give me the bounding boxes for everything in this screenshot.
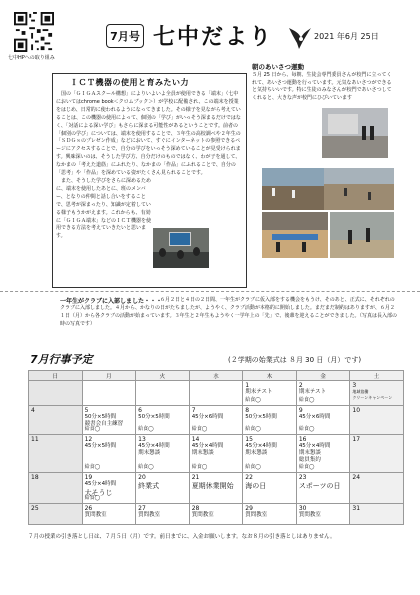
article-title: ＩＣＴ機器の使用と育みたい力: [70, 78, 189, 87]
day-event: 45分×4時間: [84, 480, 117, 487]
day-number: 31: [352, 505, 361, 513]
day-number: 8: [245, 407, 250, 415]
day-event: 競書会自主練習: [84, 421, 124, 428]
qr-code[interactable]: [14, 12, 54, 52]
lunch-marker: 給食◯: [245, 463, 261, 470]
classroom-photo: [153, 228, 209, 268]
calendar-day-cell: [189, 504, 243, 525]
greeting-body: ５月 25 日から、毎朝、生徒会専門委員さんが校門に立ってくれて、あいさつ運動を行っています。元気なあいさつができると気持ちいいです。特に生徒のみなさんが校門であいさつしてくれると、大きな声が校門にひびいています: [252, 72, 392, 101]
day-number: 5: [84, 407, 89, 415]
club-text: ６月２日と４日の２日間、一年生がクラブに仮入部をする機会をもうけ、そのあと、正式に、それぞれのクラブに入部しました。４月から、かなりの日がたちましたが、ようやく、クラブ活動が本格的に開始しました。まだまだ制約はありますが、６月２１日（月）から各クラブの活動が始まっています。３年生と２年生もようやく一学年上の「先」で、後輩を迎えることができました。（写真は長入部の時の写真です）: [60, 297, 398, 327]
qr-caption: 七中HPへの取り組み: [8, 55, 55, 61]
calendar-day-cell: [243, 504, 297, 525]
calendar-day-cell: [296, 381, 350, 406]
lunch-marker: 給食◯: [191, 463, 208, 470]
calendar-day-cell: [82, 381, 136, 406]
day-number: 19: [84, 473, 93, 481]
section-divider: [0, 291, 420, 292]
calendar-table: [28, 370, 404, 525]
calendar-week-row: [29, 406, 404, 435]
day-number: 22: [245, 473, 253, 481]
weekday-header: 水: [189, 371, 243, 381]
weekday-header: 月: [82, 371, 136, 381]
day-event: 期末懇談: [245, 450, 268, 457]
calendar-day-cell: [243, 406, 297, 435]
weekday-header: 金: [296, 371, 350, 381]
calendar-week-row: [29, 472, 404, 503]
day-event: 期末懇談: [191, 450, 214, 457]
article-paragraph: また、そうした学びをさらに深めるために、端末を使用したあとに、班のメンバー、となりの仲間と話し合いをすることで、思考が深まったり、知識が定着している様子もうかがえます。これからも、有効に「ＧＩＧＡ端末」などのＩＣＴ機器を使用できる方法を考えていきたいと思います。: [56, 177, 152, 240]
day-event: 地域協働: [352, 389, 369, 394]
day-number: 14: [191, 436, 200, 444]
weekday-header: 火: [136, 371, 190, 381]
day-number: 9: [298, 407, 303, 415]
day-event: 質問教室: [138, 512, 161, 519]
day-event: 期末テスト: [298, 389, 327, 395]
day-number: 2: [298, 382, 303, 389]
calendar-day-cell: [82, 504, 136, 525]
day-event: 45分×4時間: [138, 443, 170, 450]
day-number: 24: [352, 473, 361, 481]
day-event: 45分×4時間: [298, 443, 331, 450]
day-number: 12: [84, 436, 93, 444]
calendar-day-cell: [243, 435, 297, 473]
day-number: 11: [31, 436, 39, 444]
calendar-body: [29, 381, 404, 525]
day-event: 総員集約: [298, 457, 321, 464]
calendar-day-cell: [136, 406, 190, 435]
newsletter-title: 七中だより: [153, 25, 274, 50]
track-photo: [324, 168, 394, 210]
calendar-day-cell: [29, 504, 83, 525]
weekday-header: 日: [29, 371, 83, 381]
calendar-week-row: [29, 435, 404, 473]
calendar-day-cell: [136, 381, 190, 406]
day-event: 質問教室: [245, 512, 268, 519]
day-event: 50分×5時間: [84, 414, 117, 421]
day-event: 夏期休業開始: [191, 481, 234, 490]
day-event: スポーツの日: [298, 481, 341, 490]
calendar-week-row: [29, 381, 404, 406]
calendar-day-cell: [29, 435, 83, 473]
field-photo: [262, 168, 324, 210]
calendar-day-cell: [136, 435, 190, 473]
day-number: 18: [31, 473, 39, 481]
club-title: 一年生がクラブに入部しました・・・: [60, 298, 163, 305]
day-number: 27: [138, 505, 146, 513]
calendar-day-cell: [189, 406, 243, 435]
lunch-marker: 給食◯: [84, 463, 101, 470]
day-number: 29: [245, 505, 253, 513]
day-number: 28: [191, 505, 200, 513]
lunch-marker: 給食◯: [138, 463, 154, 470]
calendar-header-row: [29, 371, 404, 381]
day-event: 45分×4時間: [191, 443, 224, 450]
day-event: 質問教室: [84, 512, 107, 519]
calendar-day-cell: [136, 504, 190, 525]
day-event: 大そうじ: [84, 488, 113, 497]
day-number: 15: [245, 436, 253, 444]
calendar-day-cell: [296, 406, 350, 435]
greeting-title: 朝のあいさつ運動: [252, 63, 304, 71]
day-event: 45分×5時間: [84, 443, 117, 450]
day-event: 45分×6時間: [191, 414, 224, 421]
day-number: 4: [31, 407, 35, 415]
day-event: 終業式: [138, 481, 160, 490]
calendar-day-cell: [82, 472, 136, 503]
day-number: 26: [84, 505, 93, 513]
lunch-marker: 給食◯: [84, 495, 101, 502]
issue-month: 7月号: [106, 24, 144, 48]
day-event: 45分×4時間: [245, 443, 277, 450]
calendar-day-cell: [350, 406, 404, 435]
day-event: 45分×6時間: [298, 414, 331, 421]
calendar-day-cell: [82, 406, 136, 435]
calendar-day-cell: [136, 472, 190, 503]
day-event: 期末懇談: [138, 450, 161, 457]
lunch-marker: 給食◯: [138, 426, 154, 433]
day-number: 3: [352, 382, 357, 389]
day-number: 1: [245, 382, 250, 389]
footer-note: ７月の授業の引き落とし日は、７月５日（月）です。前日までに、入金お願いします。なお８月の引き落としはありません。: [28, 534, 336, 540]
calendar-day-cell: [296, 435, 350, 473]
day-event: 質問教室: [298, 512, 321, 519]
article-paragraph: 国の「ＧＩＧＡスクール構想」によりいよいよ全員が使用できる「端末」（七中においてはchrome book＜クロムブック＞）が学校に配備され、この端末を授業をはじめ、日常的に使われるようになってきました。その様子を見ながら考えていることは、この機器の使用によって、個別の「学び」がいっそう深まるだけではなく、「対話による深い学び」もさらに深まる可能性があるということです。前者の「個別の学び」については、端末を使用することで、３年生の高校調べや２年生の「ＳＤＧｓのプレゼン作成」などにおいて、すぐにインターネットの参照できるページにアクセスすることで、自分の学びをいっそう深めていることが見受けられます。興味深いのは、そうした学び方、自分だけのものではなく、わが子を通して、なかまの「考えた道筋」にふれたり、なかまの「作品」にふれることで、自分の「思考」や「作品」を深めている姿がたくさん見られることです。: [56, 91, 241, 177]
weekday-header: 土: [350, 371, 404, 381]
day-number: 10: [352, 407, 361, 415]
calendar-day-cell: [296, 504, 350, 525]
day-number: 30: [298, 505, 307, 513]
calendar-day-cell: [29, 406, 83, 435]
issue-date: 2021 年6月 25日: [314, 32, 379, 41]
lunch-marker: 給食◯: [84, 426, 101, 433]
calendar-day-cell: [29, 472, 83, 503]
day-number: 25: [31, 505, 39, 513]
day-event: 海の日: [245, 481, 267, 490]
calendar-day-cell: [350, 504, 404, 525]
calendar-title: 7月行事予定: [30, 353, 93, 366]
day-number: 6: [138, 407, 142, 415]
day-event: クリーンキャンペーン: [352, 394, 393, 400]
gym-photo: [262, 212, 328, 258]
calendar-day-cell: [296, 472, 350, 503]
lunch-marker: 給食◯: [298, 397, 315, 404]
day-number: 13: [138, 436, 146, 444]
calendar-day-cell: [243, 472, 297, 503]
weekday-header: 木: [243, 371, 297, 381]
day-event: 期末懇談: [298, 450, 321, 457]
lunch-marker: 給食◯: [245, 426, 261, 433]
calendar-day-cell: [189, 472, 243, 503]
calendar-day-cell: [82, 435, 136, 473]
court-photo: [330, 212, 394, 258]
swallow-icon: [286, 22, 312, 50]
calendar-day-cell: [350, 381, 404, 406]
day-event: 質問教室: [191, 512, 214, 519]
calendar-week-row: [29, 504, 404, 525]
day-number: 23: [298, 473, 307, 481]
calendar-day-cell: [243, 381, 297, 406]
article-body: [56, 91, 242, 241]
calendar-subtitle: (２学期の始業式は ８月 30 日（月）です): [228, 356, 362, 364]
day-event: 50分×5時間: [138, 414, 170, 421]
lunch-marker: 給食◯: [191, 426, 208, 433]
day-number: 7: [191, 407, 196, 415]
calendar-day-cell: [350, 435, 404, 473]
calendar-day-cell: [189, 381, 243, 406]
gate-photo: [322, 108, 388, 158]
calendar-day-cell: [350, 472, 404, 503]
calendar-day-cell: [189, 435, 243, 473]
day-number: 16: [298, 436, 307, 444]
day-number: 20: [138, 473, 146, 481]
day-event: 期末テスト: [245, 389, 273, 395]
day-number: 21: [191, 473, 200, 481]
day-event: 50分×5時間: [245, 414, 277, 421]
calendar-day-cell: [29, 381, 83, 406]
lunch-marker: 給食◯: [245, 397, 261, 404]
day-number: 17: [352, 436, 361, 444]
club-body: [60, 296, 398, 328]
lunch-marker: 給食◯: [298, 463, 315, 470]
lunch-marker: 給食◯: [298, 426, 315, 433]
